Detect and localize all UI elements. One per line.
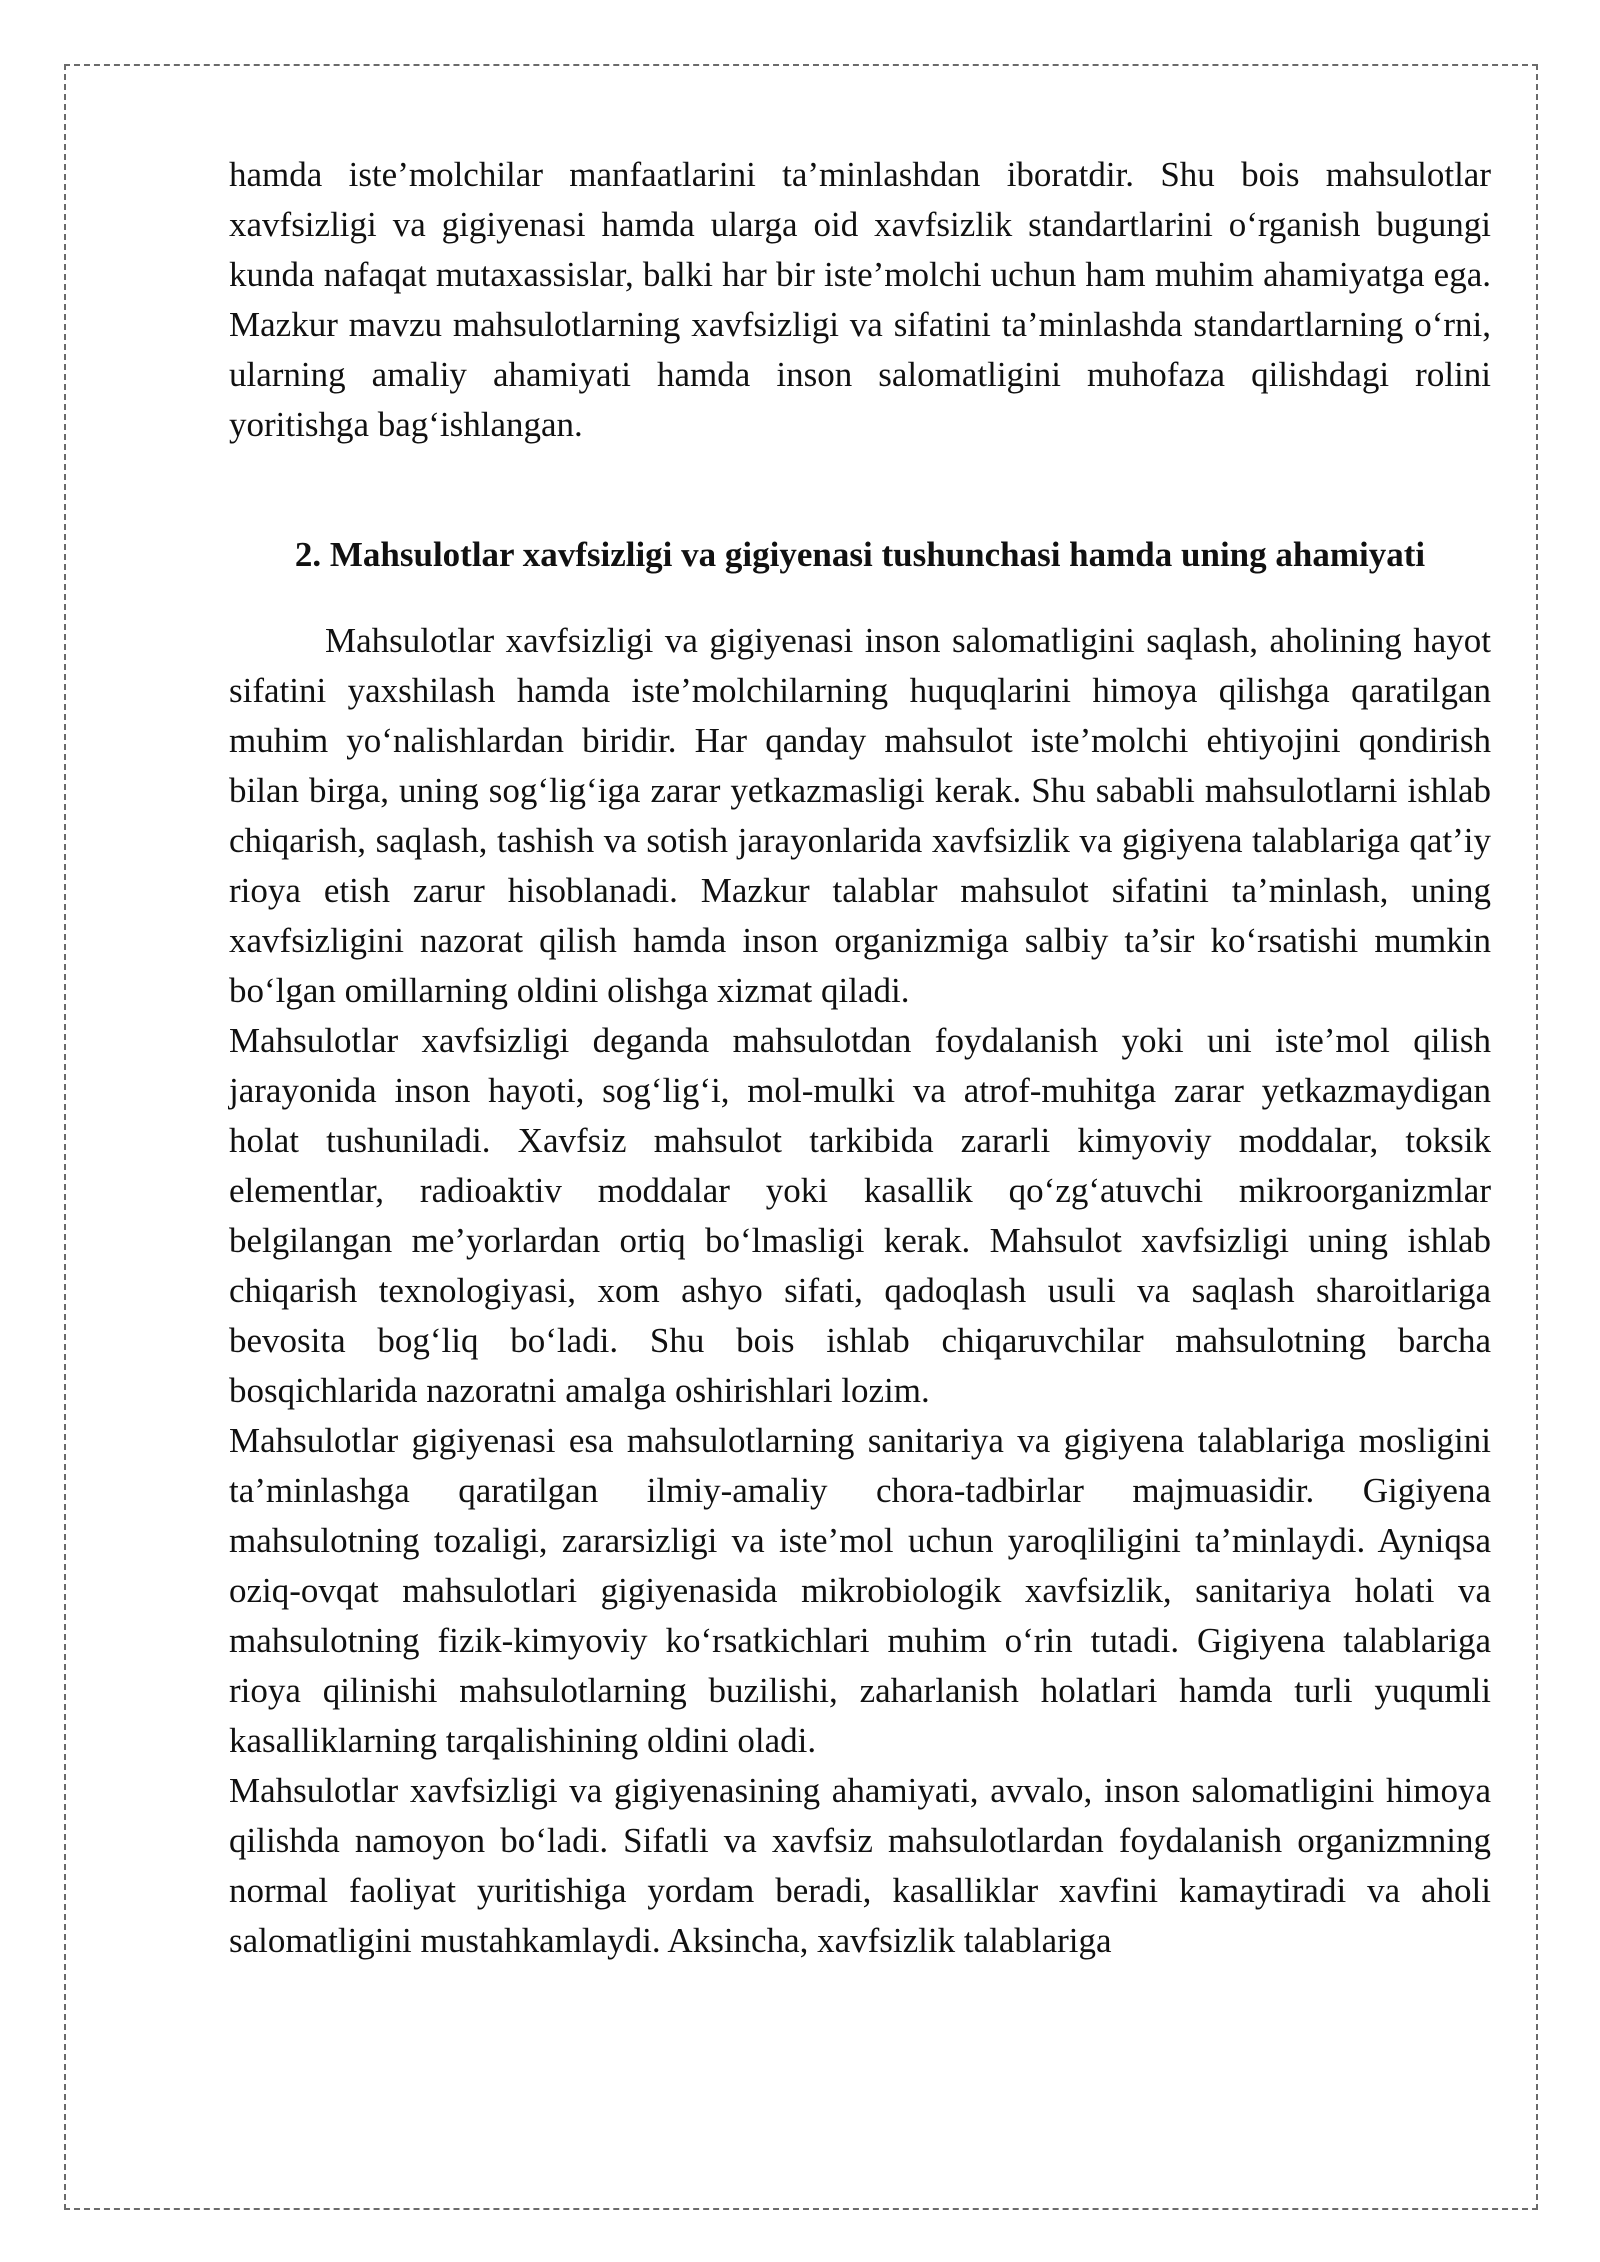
paragraph-4: Mahsulotlar xavfsizligi va gigiyenasining ahamiyati, avvalo, inson salomatligini himoya qilishda namoyon bo‘ladi. Sifatli va xavfsiz mahsulotlardan foydalanish organizmning normal faoliyat yuritishiga yordam beradi, kasalliklar xavfini kamaytiradi va aholi salomatligini mustahkamlaydi. Aksincha, xavfsizlik talablariga [229, 1771, 1491, 1960]
paragraph-3: Mahsulotlar gigiyenasi esa mahsulotlarning sanitariya va gigiyena talablariga mosligini ta’minlashga qaratilgan ilmiy-amaliy chora-tadbirlar majmuasidir. Gigiyena mahsulotning tozaligi, zararsizligi va iste’mol uchun yaroqliligini ta’minlaydi. Ayniqsa oziq-ovqat mahsulotlari gigiyenasida mikrobiologik xavfsizlik, sanitariya holati va mahsulotning fizik-kimyoviy ko‘rsatkichlari muhim o‘rin tutadi. Gigiyena talablariga rioya qilinishi mahsulotlarning buzilishi, zaharlanish holatlari hamda turli yuqumli kasalliklarning tarqalishining oldini oladi. [229, 1421, 1491, 1760]
paragraph-2: Mahsulotlar xavfsizligi deganda mahsulotdan foydalanish yoki uni iste’mol qilish jarayonida inson hayoti, sog‘lig‘i, mol-mulki va atrof-muhitga zarar yetkazmaydigan holat tushuniladi. Xavfsiz mahsulot tarkibida zararli kimyoviy moddalar, toksik elementlar, radioaktiv moddalar yoki kasallik qo‘zg‘atuvchi mikroorganizmlar belgilangan me’yorlardan ortiq bo‘lmasligi kerak. Mahsulot xavfsizligi uning ishlab chiqarish texnologiyasi, xom ashyo sifati, qadoqlash usuli va saqlash sharoitlariga bevosita bog‘liq bo‘ladi. Shu bois ishlab chiqaruvchilar mahsulotning barcha bosqichlarida nazoratni amalga oshirishlari lozim. [229, 1021, 1491, 1410]
section-heading: 2. Mahsulotlar xavfsizligi va gigiyenasi tushunchasi hamda uning ahamiyati [294, 535, 1426, 574]
document-body [229, 150, 1491, 1966]
paragraph-1: Mahsulotlar xavfsizligi va gigiyenasi inson salomatligini saqlash, aholining hayot sifatini yaxshilash hamda iste’molchilarning huquqlarini himoya qilishga qaratilgan muhim yo‘nalishlardan biridir. Har qanday mahsulot iste’molchi ehtiyojini qondirish bilan birga, uning sog‘lig‘iga zarar yetkazmasligi kerak. Shu sababli mahsulotlarni ishlab chiqarish, saqlash, tashish va sotish jarayonlarida xavfsizlik va gigiyena talablariga qat’iy rioya etish zarur hisoblanadi. Mazkur talablar mahsulot sifatini ta’minlash, uning xavfsizligini nazorat qilish hamda inson organizmiga salbiy ta’sir ko‘rsatishi mumkin bo‘lgan omillarning oldini olishga xizmat qiladi. [229, 621, 1491, 1010]
intro-paragraph: hamda iste’molchilar manfaatlarini ta’minlashdan iboratdir. Shu bois mahsulotlar xavfsizligi va gigiyenasi hamda ularga oid xavfsizlik standartlarini o‘rganish bugungi kunda nafaqat mutaxassislar, balki har bir iste’molchi uchun ham muhim ahamiyatga ega. Mazkur mavzu mahsulotlarning xavfsizligi va sifatini ta’minlashda standartlarning o‘rni, ularning amaliy ahamiyati hamda inson salomatligini muhofaza qilishdagi rolini yoritishga bag‘ishlangan. [229, 155, 1491, 444]
